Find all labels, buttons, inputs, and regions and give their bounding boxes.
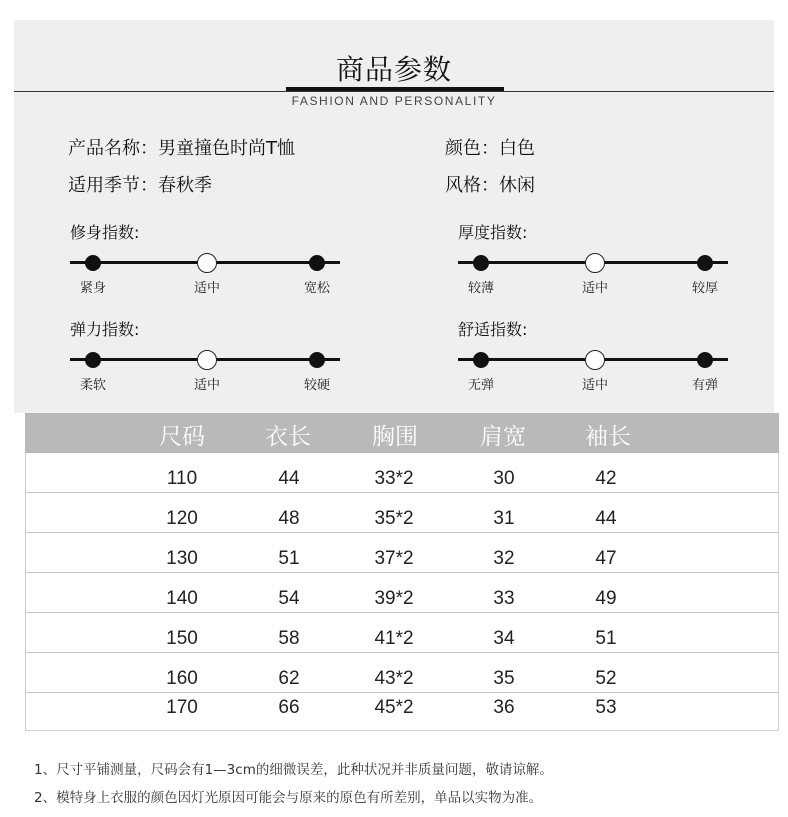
table-cell: 49 bbox=[595, 588, 617, 609]
table-cell: 51 bbox=[595, 628, 617, 649]
table-cell: 43*2 bbox=[374, 668, 414, 689]
scale-label: 无弹 bbox=[467, 378, 495, 393]
table-cell: 44 bbox=[278, 468, 300, 489]
scale-point bbox=[697, 255, 713, 271]
scale-point bbox=[85, 255, 101, 271]
table-cell: 54 bbox=[278, 588, 300, 609]
table-row bbox=[26, 493, 778, 533]
scale-label: 较硬 bbox=[303, 378, 331, 393]
table-header bbox=[25, 413, 779, 453]
table-cell: 33*2 bbox=[374, 468, 414, 489]
table-cell: 48 bbox=[278, 508, 300, 529]
scale-label: 适中 bbox=[193, 281, 221, 296]
scale-marker-selected bbox=[585, 350, 605, 370]
table-row bbox=[26, 573, 778, 613]
header-chest: 胸围 bbox=[372, 424, 418, 450]
product-name: 产品名称：男童撞色时尚T恤 bbox=[68, 138, 295, 159]
product-style: 风格：休闲 bbox=[445, 175, 535, 196]
table-cell: 42 bbox=[595, 468, 617, 489]
table-row bbox=[26, 613, 778, 653]
scale-point bbox=[85, 352, 101, 368]
scale-label: 较薄 bbox=[467, 281, 495, 296]
scale-label: 紧身 bbox=[79, 281, 107, 296]
table-cell: 44 bbox=[595, 508, 617, 529]
scale-point bbox=[697, 352, 713, 368]
table-cell: 160 bbox=[166, 668, 198, 689]
table-cell: 47 bbox=[595, 548, 617, 569]
table-cell: 58 bbox=[278, 628, 300, 649]
table-cell: 120 bbox=[166, 508, 198, 529]
table-row bbox=[26, 533, 778, 573]
note-2: 2、模特身上衣服的颜色因灯光原因可能会与原来的原色有所差别，单品以实物为准。 bbox=[34, 790, 543, 806]
scale-point bbox=[309, 255, 325, 271]
page-title: 商品参数 bbox=[335, 53, 452, 86]
scale-marker-selected bbox=[197, 350, 217, 370]
table-cell: 110 bbox=[166, 468, 198, 489]
table-cell: 32 bbox=[493, 548, 515, 569]
scale-label: 适中 bbox=[581, 378, 609, 393]
table-cell: 34 bbox=[493, 628, 515, 649]
table-cell: 33 bbox=[493, 588, 515, 609]
page-subtitle: FASHION AND PERSONALITY bbox=[291, 94, 497, 108]
table-cell: 130 bbox=[166, 548, 198, 569]
table-cell: 66 bbox=[278, 697, 300, 718]
table-body bbox=[25, 453, 779, 731]
table-cell: 62 bbox=[278, 668, 300, 689]
table-cell: 41*2 bbox=[374, 628, 414, 649]
scale-point bbox=[473, 352, 489, 368]
size-table bbox=[25, 413, 779, 731]
header-length: 衣长 bbox=[265, 424, 311, 450]
scale-label: 柔软 bbox=[79, 378, 107, 393]
table-cell: 51 bbox=[278, 548, 300, 569]
scale-label: 适中 bbox=[581, 281, 609, 296]
table-cell: 52 bbox=[595, 668, 617, 689]
table-cell: 170 bbox=[166, 697, 198, 718]
table-cell: 150 bbox=[166, 628, 198, 649]
header-sleeve: 袖长 bbox=[585, 424, 631, 450]
table-row bbox=[26, 453, 778, 493]
product-color: 颜色：白色 bbox=[445, 138, 535, 159]
scale-label: 较厚 bbox=[691, 281, 719, 296]
table-cell: 45*2 bbox=[374, 697, 414, 718]
scale-label: 适中 bbox=[193, 378, 221, 393]
scale-point bbox=[309, 352, 325, 368]
table-cell: 35*2 bbox=[374, 508, 414, 529]
table-cell: 37*2 bbox=[374, 548, 414, 569]
scale-title: 厚度指数: bbox=[458, 223, 528, 242]
header-size: 尺码 bbox=[159, 424, 205, 450]
scale-marker-selected bbox=[197, 253, 217, 273]
scale-title: 弹力指数: bbox=[70, 320, 140, 339]
scale-title: 舒适指数: bbox=[458, 320, 528, 339]
table-cell: 31 bbox=[493, 508, 515, 529]
table-cell: 53 bbox=[595, 697, 617, 718]
table-cell: 140 bbox=[166, 588, 198, 609]
title-divider bbox=[14, 91, 774, 92]
table-cell: 36 bbox=[493, 697, 515, 718]
table-cell: 39*2 bbox=[374, 588, 414, 609]
scale-label: 有弹 bbox=[691, 378, 719, 393]
table-row bbox=[26, 693, 778, 729]
note-1: 1、尺寸平铺测量，尺码会有1—3cm的细微误差，此种状况并非质量问题，敬请谅解。 bbox=[34, 762, 553, 778]
scale-title: 修身指数: bbox=[70, 223, 140, 242]
table-cell: 35 bbox=[493, 668, 515, 689]
table-cell: 30 bbox=[493, 468, 515, 489]
header-shoulder: 肩宽 bbox=[480, 424, 526, 450]
scale-marker-selected bbox=[585, 253, 605, 273]
scale-label: 宽松 bbox=[303, 281, 331, 296]
product-season: 适用季节：春秋季 bbox=[68, 175, 212, 196]
table-row bbox=[26, 653, 778, 693]
scale-point bbox=[473, 255, 489, 271]
